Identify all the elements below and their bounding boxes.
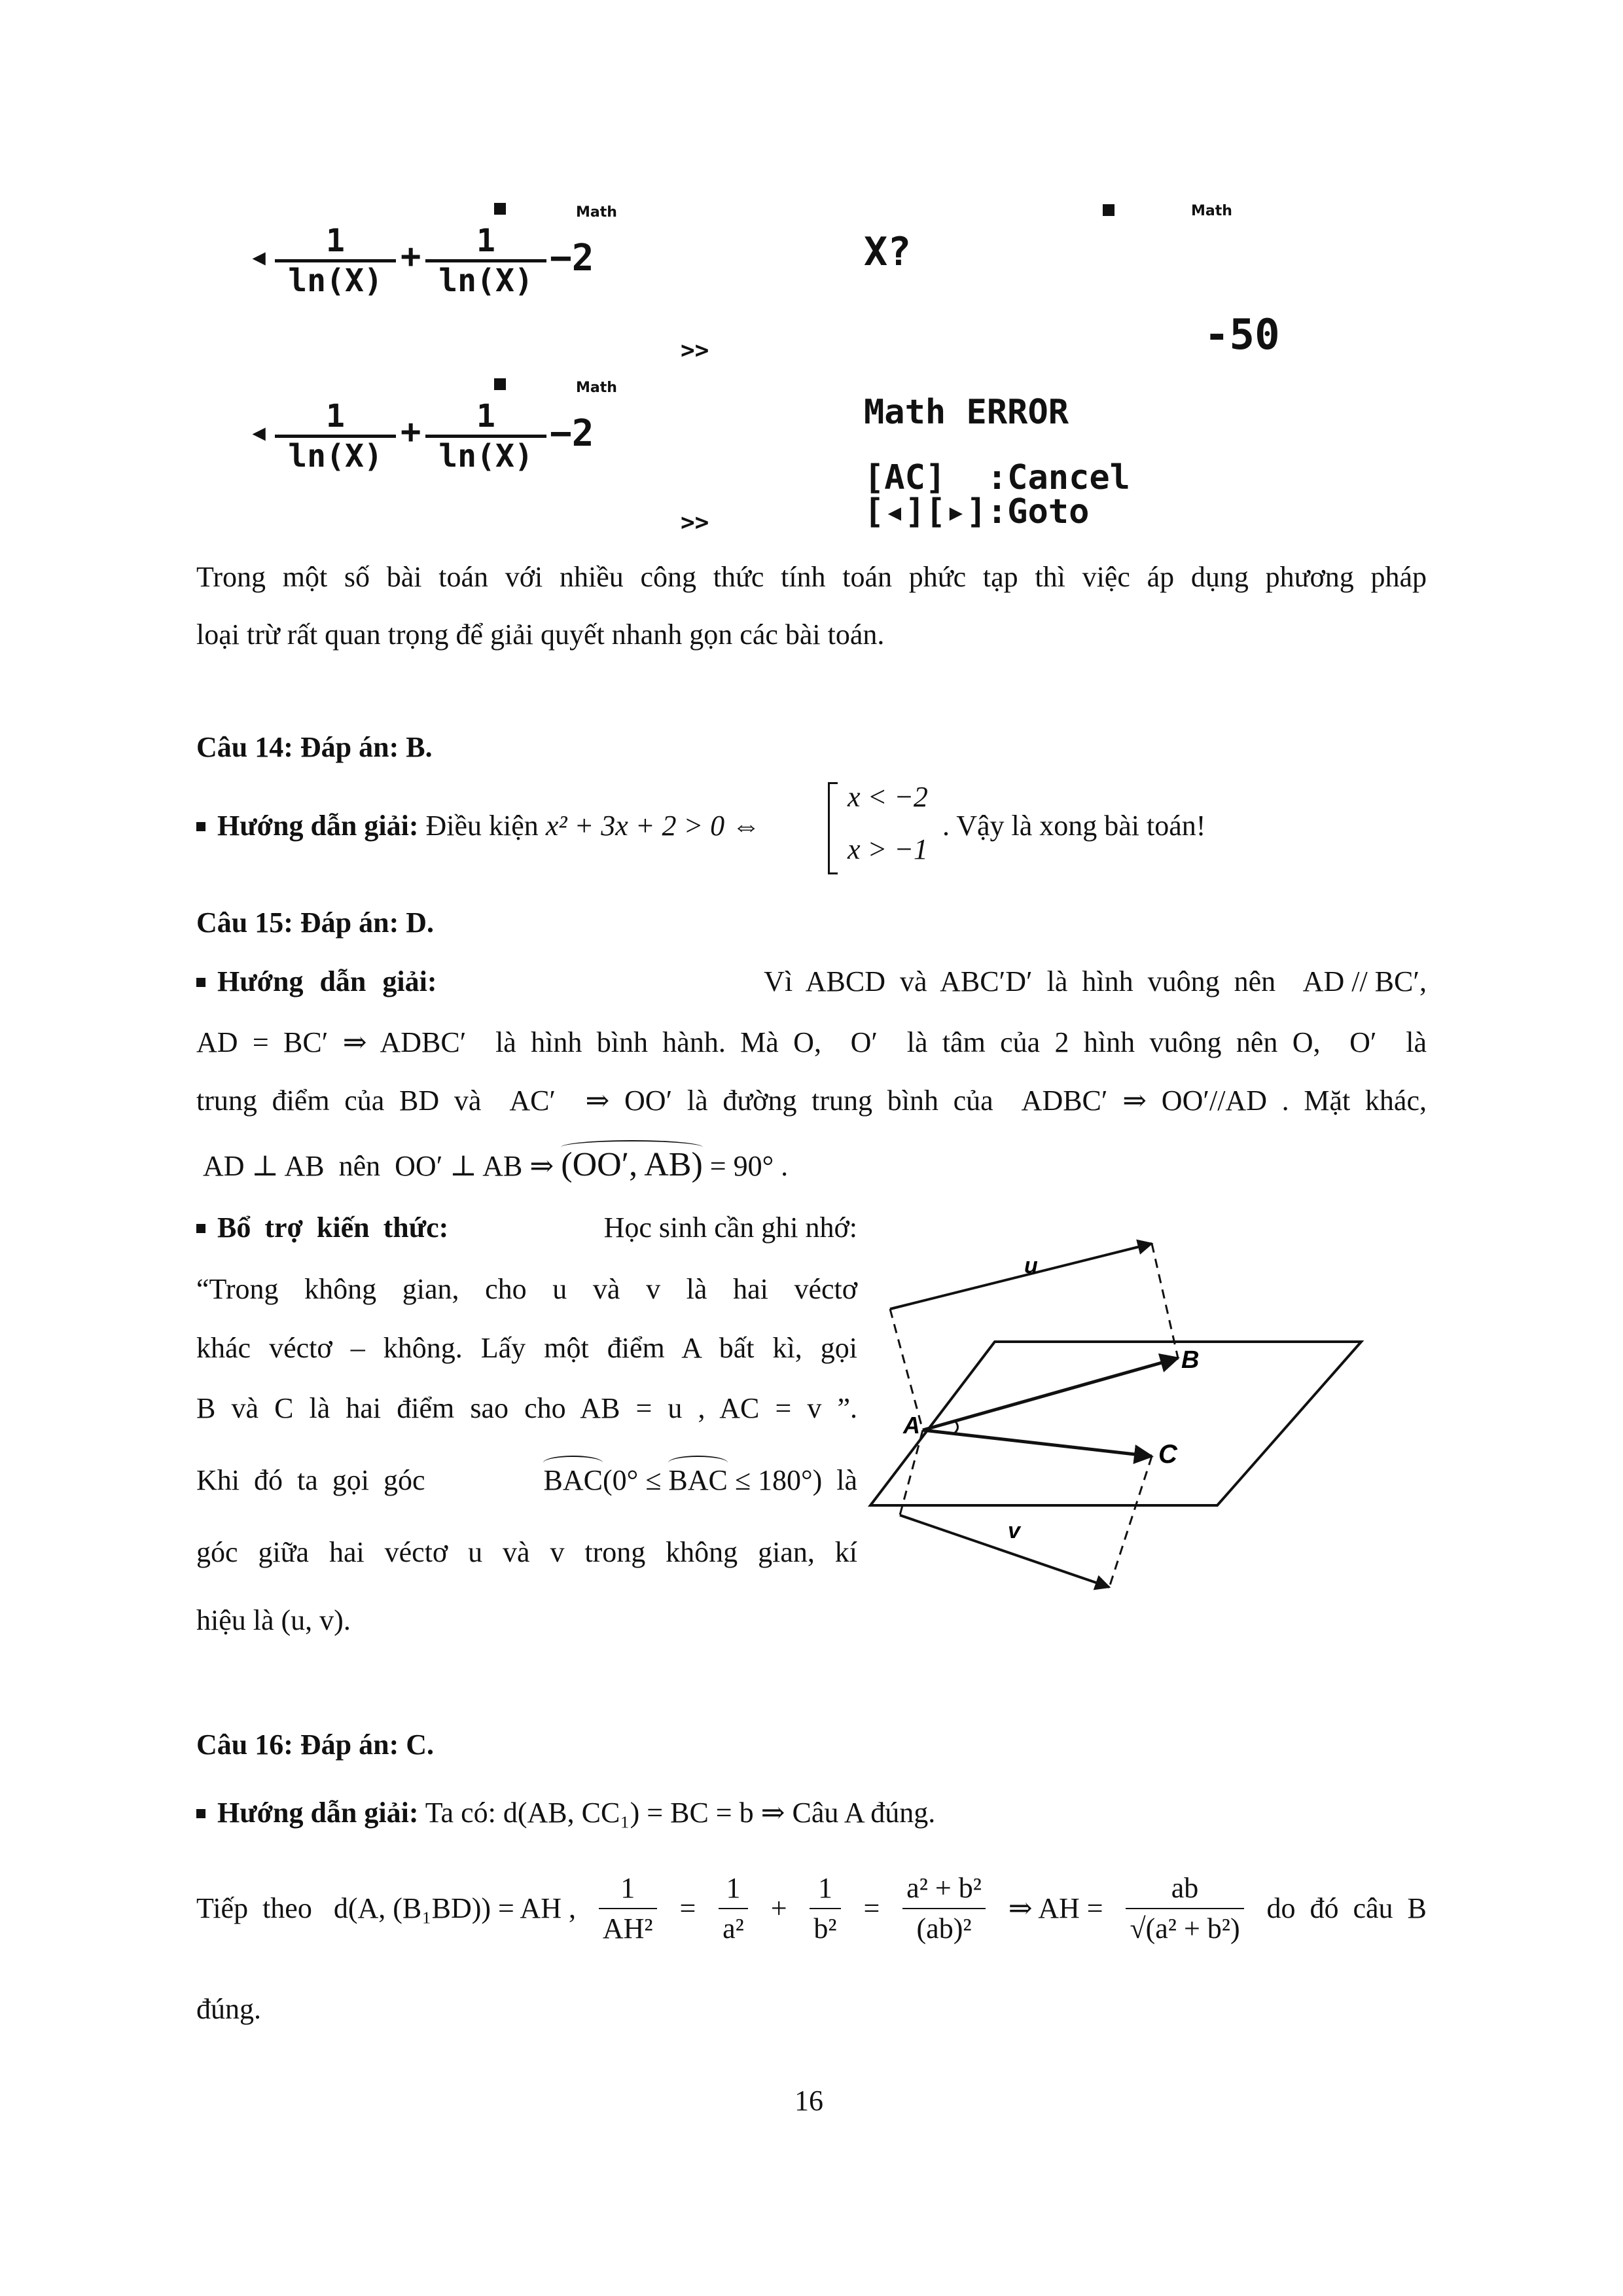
fraction: $\frac{ab}{\text{√(a² + b²)}}$ <box>1126 1869 1243 1948</box>
calc-shift-indicator <box>494 203 506 215</box>
q15-line-4a: AD ⊥ AB nên OO′ ⊥ AB ⇒ <box>203 1150 554 1182</box>
q15-support-line-7: hiệu là (u, v). <box>196 1604 351 1636</box>
q16-guide-label: Hướng dẫn giải: <box>217 1797 419 1829</box>
vector-angle-figure <box>851 1237 1374 1590</box>
calc-error-goto: [◂][▸]:Goto <box>864 492 1090 531</box>
calc-fraction-denominator: ln(X) <box>438 438 533 475</box>
q15-support-l5c: (0° ≤ <box>602 1464 662 1496</box>
calc-fraction-numerator: 1 <box>425 398 546 438</box>
calc-fraction-numerator: 1 <box>275 223 396 262</box>
implies-ah: ⇒ AH = <box>1008 1892 1103 1924</box>
q15-line-4c: = 90° . <box>709 1150 789 1182</box>
q16-l2-start: Tiếp theo d(A, (B₁BD)) = AH , <box>196 1892 576 1924</box>
calc-shift-indicator <box>1103 204 1115 216</box>
q15-title: Câu 15: Đáp án: D. <box>196 906 435 939</box>
q15-support-l5a: Khi đó ta gọi góc <box>196 1464 425 1496</box>
q15-support-line-4: B và C là hai điểm sao cho AB = u , AC = v ”. <box>196 1392 857 1424</box>
q16-line-1 <box>196 1793 935 1833</box>
calc-left-arrow: ◂ <box>249 412 270 452</box>
calc-fraction-denominator: ln(X) <box>288 262 383 299</box>
calc-value: -50 <box>1204 311 1280 359</box>
label-b: B <box>1181 1346 1200 1374</box>
intro-line-2: loại trừ rất quan trọng để giải quyết nhanh gọn các bài toán. <box>196 619 885 651</box>
calc-prompt: X? <box>864 229 912 275</box>
q15-angle-bac: BAC <box>543 1461 602 1500</box>
calculator-screen-expression-1: Math ◂ $\frac{1}{\ln(X)}$ + $\frac{1}{\ln(X)}$ −2 <box>249 204 617 299</box>
q15-line-1 <box>196 962 1427 1001</box>
vector-ab <box>923 1358 1178 1430</box>
equals: = <box>679 1892 696 1924</box>
q15-guide-label: Hướng dẫn giải: <box>217 965 437 997</box>
q14-cond-expr: x² + 3x + 2 > 0 ⇔ <box>545 810 761 842</box>
q15-support-line-6: góc giữa hai véctơ u và v trong không gian, kí <box>196 1536 857 1568</box>
q16-line-3: đúng. <box>196 1993 261 2025</box>
calc-tail: −2 <box>550 412 594 455</box>
plus: + <box>770 1892 787 1924</box>
q15-line-2: AD = BC′ ⇒ ADBC′ là hình bình hành. Mà O, O′ là tâm của 2 hình vuông nên O, O′ là <box>196 1026 1427 1058</box>
label-v: v <box>1008 1518 1020 1543</box>
fraction: $\frac{1}{\text{AH²}}$ <box>599 1869 657 1948</box>
bullet-icon <box>196 822 205 831</box>
calc-arrow-2: >> <box>681 509 709 536</box>
q14-title: Câu 14: Đáp án: B. <box>196 731 433 763</box>
q15-angle-notation: (OO′, AB) <box>561 1146 703 1183</box>
label-u: u <box>1024 1253 1038 1278</box>
q14-case-1: x < −2 <box>847 781 928 813</box>
dashed-line <box>1109 1456 1152 1587</box>
q15-support-l1: Học sinh cần ghi nhớ: <box>603 1211 857 1244</box>
calculator-screen-expression-2: Math ◂ $\frac{1}{\ln(X)}$ + $\frac{1}{\ln(X)}$ −2 <box>249 380 617 475</box>
calc-fraction-numerator: 1 <box>425 223 546 262</box>
fraction: $\frac{\text{a² + b²}}{\text{(ab)²}}$ <box>902 1869 986 1948</box>
vector-ac <box>923 1430 1152 1456</box>
q14-case-2: x > −1 <box>847 833 928 865</box>
equals: = <box>863 1892 880 1924</box>
q15-support-line-3: khác véctơ – không. Lấy một điểm A bất kì, gọi <box>196 1332 857 1364</box>
q15-support-line-2: “Trong không gian, cho u và v là hai véctơ <box>196 1273 857 1305</box>
calc-math-label: Math <box>1191 203 1232 219</box>
q14-guide-label: Hướng dẫn giải: <box>217 810 419 842</box>
q16-line-2 <box>196 1869 1427 1948</box>
label-c: C <box>1158 1440 1177 1469</box>
q16-l2-end: do đó câu B <box>1266 1892 1427 1924</box>
calc-error-cancel: [AC] :Cancel <box>864 458 1130 497</box>
q14-cond-text: Điều kiện <box>425 810 539 842</box>
q16-line-1-text: Ta có: d(AB, CC₁) = BC = b ⇒ Câu A đúng. <box>425 1797 936 1829</box>
q16-title: Câu 16: Đáp án: C. <box>196 1729 435 1761</box>
calc-fraction-denominator: ln(X) <box>438 262 533 299</box>
vector-u <box>890 1244 1152 1309</box>
bullet-icon <box>196 978 205 987</box>
q15-line-3: trung điểm của BD và AC′ ⇒ OO′ là đường trung bình của ADBC′ ⇒ OO′//AD . Mặt khác, <box>196 1085 1427 1117</box>
q15-support-line-5 <box>196 1461 857 1500</box>
angle-arc <box>954 1422 958 1433</box>
q15-support-label: Bổ trợ kiến thức: <box>217 1211 449 1244</box>
q15-angle-bac-2: BAC <box>668 1461 727 1500</box>
calc-fraction-numerator: 1 <box>275 398 396 438</box>
calculator-screen-prompt <box>851 196 1296 367</box>
vector-v <box>900 1515 1109 1587</box>
calc-shift-indicator <box>494 378 506 390</box>
calc-arrow-1: >> <box>681 337 709 364</box>
page-number: 16 <box>794 2085 823 2117</box>
calc-left-arrow: ◂ <box>249 237 270 276</box>
fraction: $\frac{1}{\text{a²}}$ <box>719 1869 748 1948</box>
q15-line-4 <box>203 1145 788 1186</box>
q15-support-l5e: ≤ 180°) là <box>734 1464 857 1496</box>
bullet-icon <box>196 1809 205 1818</box>
calc-fraction-denominator: ln(X) <box>288 438 383 475</box>
q15-support-line-1 <box>196 1208 857 1247</box>
q14-tail: . Vậy là xong bài toán! <box>942 810 1206 842</box>
calc-math-label: Math <box>576 380 617 396</box>
fraction: $\frac{1}{\text{b²}}$ <box>810 1869 840 1948</box>
calc-math-label: Math <box>576 204 617 221</box>
bullet-icon <box>196 1224 205 1233</box>
calc-error-title: Math ERROR <box>864 393 1069 432</box>
intro-line-1: Trong một số bài toán với nhiều công thức tính toán phức tạp thì việc áp dụng phương pháp <box>196 561 1427 593</box>
label-a: A <box>903 1412 920 1439</box>
calculator-screen-error <box>851 386 1296 543</box>
q14-guide <box>196 806 760 846</box>
q15-line-1-text: Vì ABCD và ABC′D′ là hình vuông nên AD // BC′, <box>764 965 1427 997</box>
q14-cases-bracket <box>828 782 838 874</box>
calc-tail: −2 <box>550 237 594 279</box>
